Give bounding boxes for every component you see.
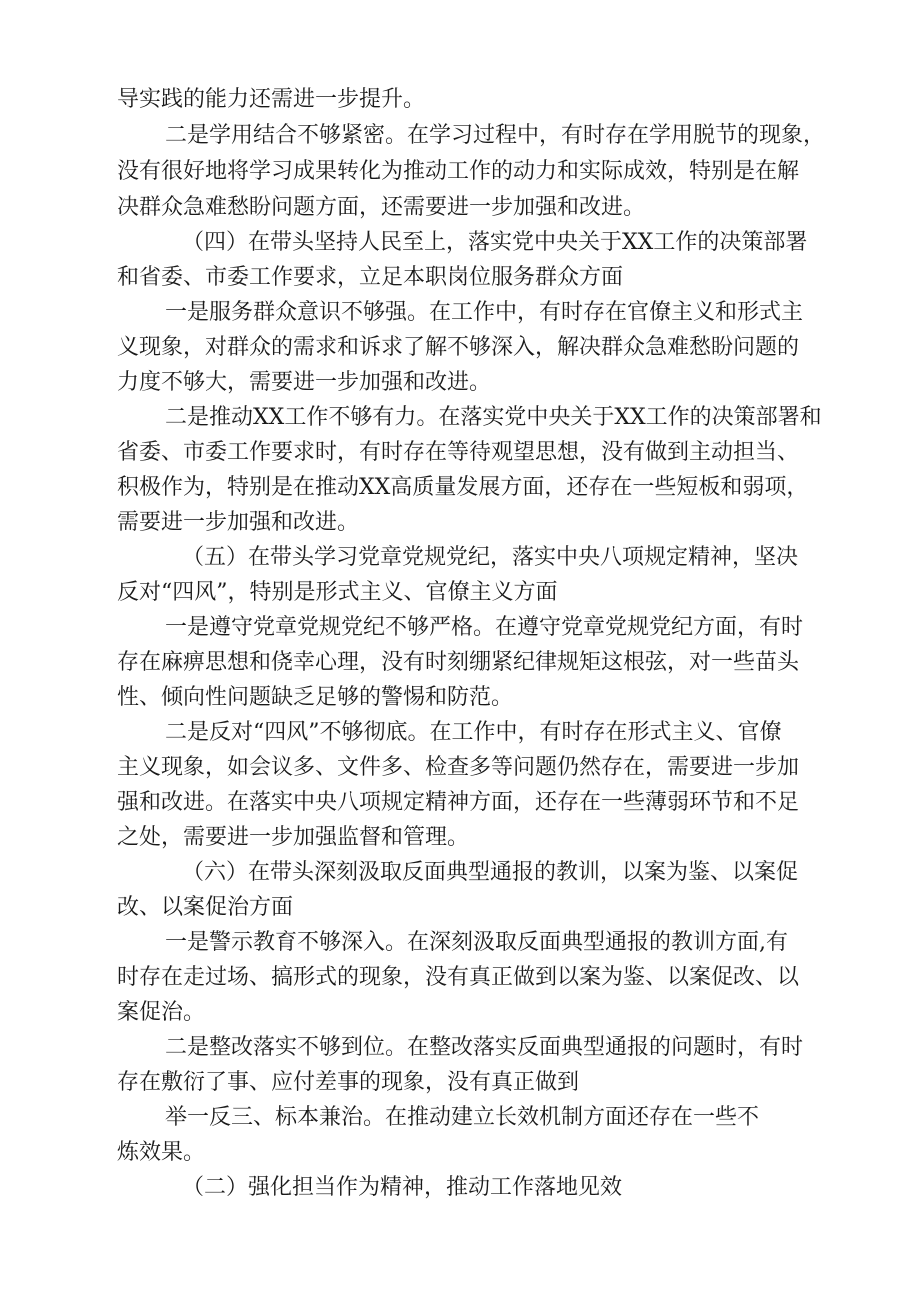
text-line: 举一反三、标本兼治。在推动建立长效机制方面还存在一些不 xyxy=(165,1105,760,1130)
text-line: 一是遵守党章党规党纪不够严格。在遵守党章党规党纪方面，有时 xyxy=(165,615,804,640)
text-line: 决群众急难愁盼问题方面，还需要进一步加强和改进。 xyxy=(117,195,646,220)
text-line: 炼效果。 xyxy=(117,1140,206,1165)
text-line: 一是服务群众意识不够强。在工作中，有时存在官僚主义和形式主 xyxy=(165,300,804,325)
text-line: 主义现象，如会议多、文件多、检查多等问题仍然存在，需要进一步加 xyxy=(117,755,800,780)
text-line: 二是推动XX工作不够有力。在落实党中央关于XX工作的决策部署和 xyxy=(165,405,822,430)
section-heading: 和省委、市委工作要求，立足本职岗位服务群众方面 xyxy=(117,265,624,290)
text-line: 时存在走过场、搞形式的现象，没有真正做到以案为鉴、以案促改、以 xyxy=(117,965,800,990)
text-line: 需要进一步加强和改进。 xyxy=(117,510,360,535)
text-line: 存在敷衍了事、应付差事的现象，没有真正做到 xyxy=(117,1070,580,1095)
text-line: 没有很好地将学习成果转化为推动工作的动力和实际成效，特别是在解 xyxy=(117,159,800,184)
text-line: 二是反对“四风”不够彻底。在工作中，有时存在形式主义、官僚 xyxy=(165,720,782,745)
section-heading: 改、以案促治方面 xyxy=(117,895,294,920)
text-line: 二是学用结合不够紧密。在学习过程中，有时存在学用脱节的现象， xyxy=(165,123,826,148)
text-line: 存在麻痹思想和侥幸心理，没有时刻绷紧纪律规矩这根弦，对一些苗头 xyxy=(117,650,800,675)
text-line: 导实践的能力还需进一步提升。 xyxy=(117,87,426,112)
section-heading: （四）在带头坚持人民至上，落实党中央关于XX工作的决策部署 xyxy=(182,230,808,255)
text-line: 力度不够大，需要进一步加强和改进。 xyxy=(117,370,492,395)
text-line: 二是整改落实不够到位。在整改落实反面典型通报的问题时，有时 xyxy=(165,1035,804,1060)
text-line: 一是警示教育不够深入。在深刻汲取反面典型通报的教训方面,有 xyxy=(165,930,788,955)
section-heading: （六）在带头深刻汲取反面典型通报的教训，以案为鉴、以案促 xyxy=(182,860,799,885)
section-heading: 反对“四风”，特别是形式主义、官僚主义方面 xyxy=(117,580,558,605)
section-heading: （五）在带头学习党章党规党纪，落实中央八项规定精神，坚决 xyxy=(182,545,799,570)
text-line: 性、倾向性问题缺乏足够的警惕和防范。 xyxy=(117,685,514,710)
text-line: 义现象，对群众的需求和诉求了解不够深入，解决群众急难愁盼问题的 xyxy=(117,335,800,360)
text-line: 案促治。 xyxy=(117,1000,206,1025)
text-line: 之处，需要进一步加强监督和管理。 xyxy=(117,825,470,850)
text-line: 积极作为，特别是在推动XX高质量发展方面，还存在一些短板和弱项， xyxy=(117,475,809,500)
text-line: 省委、市委工作要求时，有时存在等待观望思想，没有做到主动担当、 xyxy=(117,440,800,465)
text-line: 强和改进。在落实中央八项规定精神方面，还存在一些薄弱环节和不足 xyxy=(117,790,800,815)
section-heading: （二）强化担当作为精神，推动工作落地见效 xyxy=(182,1175,623,1200)
